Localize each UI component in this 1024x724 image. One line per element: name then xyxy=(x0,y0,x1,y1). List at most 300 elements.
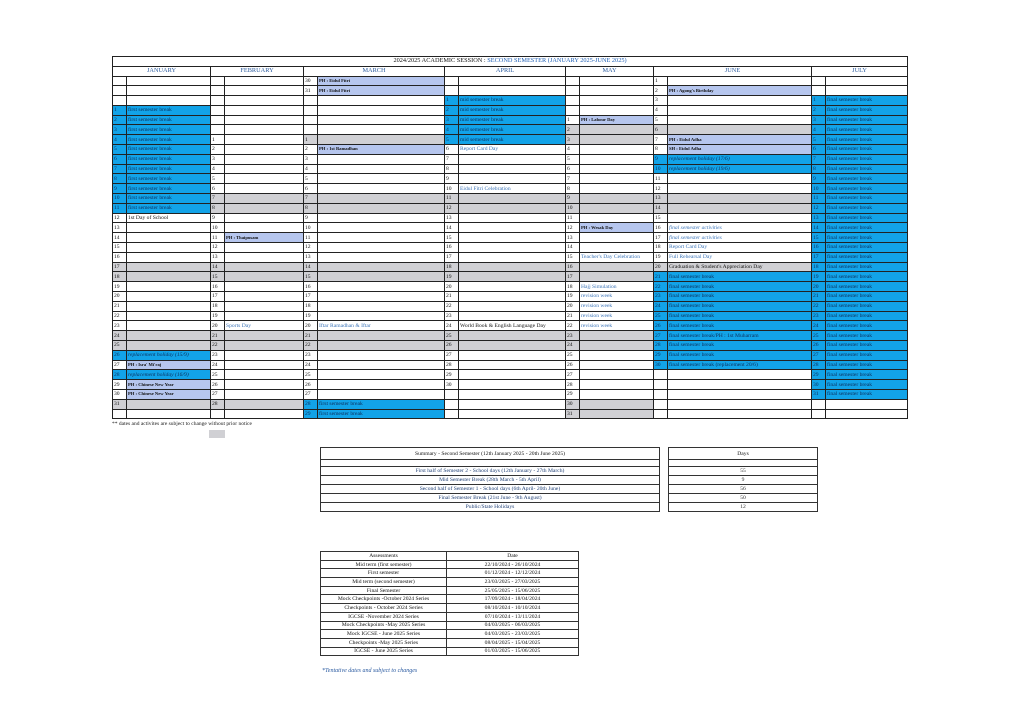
july-day-number: 15 xyxy=(812,233,826,243)
calendar-row xyxy=(113,272,908,282)
june-day-number: 23 xyxy=(654,292,668,302)
january-day-number: 12 xyxy=(113,213,127,223)
april-day-event xyxy=(459,301,566,311)
calendar-row xyxy=(113,174,908,184)
february-day-number: 18 xyxy=(211,301,225,311)
february-day-number: 1 xyxy=(211,135,225,145)
february-day-number: 24 xyxy=(211,360,225,370)
april-day-event xyxy=(459,311,566,321)
april-day-event xyxy=(459,331,566,341)
april-day-number: 27 xyxy=(445,350,459,360)
may-day-number: 19 xyxy=(566,292,580,302)
assessment-name: Final Semester xyxy=(321,586,447,595)
april-day-number: 30 xyxy=(445,380,459,390)
july-day-number xyxy=(812,76,826,86)
march-day-number: 10 xyxy=(304,223,318,233)
may-day-number: 5 xyxy=(566,154,580,164)
march-day-event xyxy=(318,272,445,282)
assessment-name: Mid term (second semester) xyxy=(321,578,447,587)
june-day-number: 14 xyxy=(654,203,668,213)
semester-summary-table xyxy=(320,447,660,512)
february-day-number: 16 xyxy=(211,282,225,292)
may-day-event xyxy=(580,233,654,243)
january-day-event xyxy=(127,311,211,321)
may-day-number: 21 xyxy=(566,311,580,321)
february-day-event xyxy=(225,154,304,164)
calendar-row xyxy=(113,370,908,380)
march-day-number: 29 xyxy=(304,409,318,419)
february-day-number: 21 xyxy=(211,331,225,341)
january-day-event: first semester break xyxy=(127,125,211,135)
july-day-number: 7 xyxy=(812,154,826,164)
march-day-number: 23 xyxy=(304,350,318,360)
april-day-number xyxy=(445,86,459,96)
january-day-number: 5 xyxy=(113,145,127,155)
july-day-number: 30 xyxy=(812,380,826,390)
march-day-number: 24 xyxy=(304,360,318,370)
january-day-event: first semester break xyxy=(127,164,211,174)
may-day-number: 16 xyxy=(566,262,580,272)
june-day-event xyxy=(668,184,812,194)
assessment-date-range: 23/03/2025 - 27/03/2025 xyxy=(447,578,579,587)
april-day-event: mid semester break xyxy=(459,135,566,145)
february-day-number xyxy=(211,96,225,106)
april-day-number xyxy=(445,76,459,86)
february-day-event xyxy=(225,350,304,360)
january-day-number: 11 xyxy=(113,203,127,213)
april-day-event xyxy=(459,194,566,204)
january-day-event: first semester break xyxy=(127,184,211,194)
may-day-event xyxy=(580,184,654,194)
month-header-june: JUNE xyxy=(654,67,812,77)
june-day-number: 28 xyxy=(654,341,668,351)
february-day-number: 14 xyxy=(211,262,225,272)
february-day-number: 15 xyxy=(211,272,225,282)
may-day-number: 18 xyxy=(566,282,580,292)
june-day-number: 8 xyxy=(654,145,668,155)
calendar-row xyxy=(113,311,908,321)
may-day-number xyxy=(566,76,580,86)
january-day-event: first semester break xyxy=(127,203,211,213)
july-day-event: final semester break xyxy=(826,125,908,135)
march-day-event: Iftar Ramadhan & Iftar xyxy=(318,321,445,331)
march-day-event: PH : Eidul Fitri xyxy=(318,86,445,96)
may-day-number: 12 xyxy=(566,223,580,233)
summary-days-value: 12 xyxy=(669,503,818,512)
may-day-event xyxy=(580,213,654,223)
june-day-number xyxy=(654,409,668,419)
january-day-event xyxy=(127,282,211,292)
march-day-event xyxy=(318,311,445,321)
july-day-event: final semester break xyxy=(826,321,908,331)
june-day-number: 15 xyxy=(654,213,668,223)
may-day-number xyxy=(566,86,580,96)
may-day-event: Hajj Simulation xyxy=(580,282,654,292)
march-day-number: 17 xyxy=(304,292,318,302)
january-day-event xyxy=(127,301,211,311)
february-day-event xyxy=(225,243,304,253)
march-day-event: first semester break xyxy=(318,409,445,419)
calendar-title xyxy=(113,57,908,67)
march-day-event xyxy=(318,184,445,194)
july-day-event: final semester break xyxy=(826,272,908,282)
april-day-number: 8 xyxy=(445,164,459,174)
summary-row xyxy=(321,503,660,512)
april-day-event xyxy=(459,174,566,184)
weekend-legend-swatch xyxy=(209,430,225,438)
may-day-event xyxy=(580,341,654,351)
assessment-row xyxy=(321,604,579,613)
january-day-event xyxy=(127,223,211,233)
february-day-event xyxy=(225,174,304,184)
april-day-event xyxy=(459,390,566,400)
june-day-event xyxy=(668,125,812,135)
march-day-number: 27 xyxy=(304,390,318,400)
june-day-event: Report Card Day xyxy=(668,243,812,253)
april-day-event: mid semester break xyxy=(459,96,566,106)
assessment-row xyxy=(321,595,579,604)
march-day-event: PH : 1st Ramadhan xyxy=(318,145,445,155)
february-day-number: 9 xyxy=(211,213,225,223)
january-day-event: first semester break xyxy=(127,105,211,115)
january-day-number xyxy=(113,96,127,106)
june-day-event: PH : Agong's Birthday xyxy=(668,86,812,96)
april-day-number: 3 xyxy=(445,115,459,125)
calendar-row xyxy=(113,399,908,409)
may-day-event xyxy=(580,174,654,184)
january-day-event xyxy=(127,243,211,253)
april-day-number: 21 xyxy=(445,292,459,302)
calendar-row xyxy=(113,135,908,145)
january-day-event: first semester break xyxy=(127,154,211,164)
january-day-number: 23 xyxy=(113,321,127,331)
may-day-event xyxy=(580,125,654,135)
semester-summary-days-table xyxy=(668,447,818,512)
march-day-event xyxy=(318,341,445,351)
calendar-row xyxy=(113,115,908,125)
january-day-number: 8 xyxy=(113,174,127,184)
april-day-number: 11 xyxy=(445,194,459,204)
june-day-event: replacement holiday (17/6) xyxy=(668,154,812,164)
may-day-event xyxy=(580,154,654,164)
march-day-number: 11 xyxy=(304,233,318,243)
july-day-event: final semester break xyxy=(826,194,908,204)
may-day-event xyxy=(580,380,654,390)
april-day-number: 9 xyxy=(445,174,459,184)
july-day-number: 23 xyxy=(812,311,826,321)
april-day-event xyxy=(459,282,566,292)
april-day-event xyxy=(459,262,566,272)
january-day-event xyxy=(127,272,211,282)
may-day-event xyxy=(580,360,654,370)
january-day-number: 6 xyxy=(113,154,127,164)
january-day-number: 18 xyxy=(113,272,127,282)
february-day-event xyxy=(225,282,304,292)
may-day-event xyxy=(580,164,654,174)
july-day-event: final semester break xyxy=(826,105,908,115)
june-day-number xyxy=(654,390,668,400)
april-day-event xyxy=(459,292,566,302)
july-day-event: final semester break xyxy=(826,292,908,302)
calendar-row xyxy=(113,350,908,360)
march-day-event xyxy=(318,243,445,253)
may-day-event xyxy=(580,105,654,115)
assessment-row xyxy=(321,569,579,578)
june-day-event xyxy=(668,174,812,184)
academic-calendar xyxy=(112,56,908,419)
calendar-row xyxy=(113,125,908,135)
summary-period-label: Final Semester Break (21st June - 9th August) xyxy=(321,494,660,503)
march-day-event xyxy=(318,282,445,292)
march-day-event xyxy=(318,370,445,380)
march-day-number: 1 xyxy=(304,135,318,145)
july-day-event: final semester break xyxy=(826,96,908,106)
february-day-number xyxy=(211,105,225,115)
march-day-event xyxy=(318,96,445,106)
assessment-date-range: 17/09/2024 - 18/04/2024 xyxy=(447,595,579,604)
july-day-number: 17 xyxy=(812,252,826,262)
assessment-name: Mock IGCSE - June 2025 Series xyxy=(321,630,447,639)
calendar-row xyxy=(113,390,908,400)
february-day-event xyxy=(225,115,304,125)
april-day-number: 6 xyxy=(445,145,459,155)
march-day-number: 15 xyxy=(304,272,318,282)
july-day-number: 24 xyxy=(812,321,826,331)
june-day-number: 22 xyxy=(654,282,668,292)
may-day-number: 28 xyxy=(566,380,580,390)
july-day-number: 29 xyxy=(812,370,826,380)
february-day-number xyxy=(211,409,225,419)
may-day-number: 4 xyxy=(566,145,580,155)
april-day-event: mid semester break xyxy=(459,105,566,115)
february-day-event xyxy=(225,380,304,390)
may-day-number: 27 xyxy=(566,370,580,380)
january-day-number xyxy=(113,409,127,419)
june-day-number: 26 xyxy=(654,321,668,331)
may-day-event xyxy=(580,203,654,213)
february-day-event xyxy=(225,203,304,213)
february-day-event xyxy=(225,292,304,302)
may-day-number: 15 xyxy=(566,252,580,262)
march-day-number: 5 xyxy=(304,174,318,184)
assessment-name: Checkpoints - October 2024 Series xyxy=(321,604,447,613)
may-day-number: 29 xyxy=(566,390,580,400)
may-day-event xyxy=(580,370,654,380)
summary-days-value: 50 xyxy=(669,494,818,503)
july-day-number xyxy=(812,409,826,419)
july-day-event: final semester break xyxy=(826,233,908,243)
june-day-event: final semester break xyxy=(668,341,812,351)
april-day-event xyxy=(459,252,566,262)
march-day-event xyxy=(318,164,445,174)
june-day-event: final semester break xyxy=(668,321,812,331)
january-day-number: 27 xyxy=(113,360,127,370)
calendar-row xyxy=(113,282,908,292)
january-day-number: 20 xyxy=(113,292,127,302)
may-day-number xyxy=(566,105,580,115)
march-day-event xyxy=(318,252,445,262)
july-day-event: final semester break xyxy=(826,311,908,321)
april-day-number: 15 xyxy=(445,233,459,243)
july-day-event: final semester break xyxy=(826,390,908,400)
assessment-row xyxy=(321,638,579,647)
january-day-number: 7 xyxy=(113,164,127,174)
march-day-event xyxy=(318,223,445,233)
march-day-number xyxy=(304,125,318,135)
june-day-number: 27 xyxy=(654,331,668,341)
january-day-number xyxy=(113,86,127,96)
june-day-number: 17 xyxy=(654,233,668,243)
january-day-number: 9 xyxy=(113,184,127,194)
february-day-number: 4 xyxy=(211,164,225,174)
february-day-number: 22 xyxy=(211,341,225,351)
june-day-number: 12 xyxy=(654,184,668,194)
month-header-january: JANUARY xyxy=(113,67,211,77)
january-day-number: 31 xyxy=(113,399,127,409)
july-day-event: final semester break xyxy=(826,282,908,292)
month-header-july: JULY xyxy=(812,67,908,77)
february-day-event xyxy=(225,135,304,145)
march-day-number: 18 xyxy=(304,301,318,311)
july-day-number: 5 xyxy=(812,135,826,145)
summary-period-label: First half of Semester 2 - School days (12th January - 27th March) xyxy=(321,467,660,476)
january-day-number: 10 xyxy=(113,194,127,204)
july-day-event: final semester break xyxy=(826,350,908,360)
march-day-number: 21 xyxy=(304,331,318,341)
assessment-date-range: 04/03/2025 - 06/03/2025 xyxy=(447,621,579,630)
july-day-number: 1 xyxy=(812,96,826,106)
february-day-event xyxy=(225,184,304,194)
april-day-number: 7 xyxy=(445,154,459,164)
february-day-event xyxy=(225,272,304,282)
march-day-event xyxy=(318,105,445,115)
assessment-row xyxy=(321,560,579,569)
march-day-number: 2 xyxy=(304,145,318,155)
april-day-number: 4 xyxy=(445,125,459,135)
march-day-event xyxy=(318,262,445,272)
february-day-number: 17 xyxy=(211,292,225,302)
assessment-date-range: 01/12/2024 - 12/12/2024 xyxy=(447,569,579,578)
summary-days-header-row xyxy=(669,448,818,460)
may-day-event xyxy=(580,390,654,400)
calendar-row xyxy=(113,360,908,370)
june-day-event: final semester break (replacement 20/6) xyxy=(668,360,812,370)
june-day-number xyxy=(654,370,668,380)
february-day-number xyxy=(211,125,225,135)
july-day-number: 11 xyxy=(812,194,826,204)
april-day-number: 14 xyxy=(445,223,459,233)
summary-period-label: Public/State Holidays xyxy=(321,503,660,512)
summary-days-row xyxy=(669,485,818,494)
assessment-name: IGCSE - June 2025 Series xyxy=(321,647,447,656)
calendar-row xyxy=(113,184,908,194)
june-day-number: 29 xyxy=(654,350,668,360)
june-day-event xyxy=(668,96,812,106)
calendar-title-prefix: 2024/2025 ACADEMIC SESSION : xyxy=(393,57,488,65)
march-day-number xyxy=(304,105,318,115)
march-day-event xyxy=(318,390,445,400)
january-day-event: first semester break xyxy=(127,135,211,145)
april-day-number: 29 xyxy=(445,370,459,380)
july-day-event: final semester break xyxy=(826,154,908,164)
february-day-number: 19 xyxy=(211,311,225,321)
july-day-number: 31 xyxy=(812,390,826,400)
april-day-number: 28 xyxy=(445,360,459,370)
january-day-event xyxy=(127,76,211,86)
summary-row xyxy=(321,485,660,494)
march-day-number: 13 xyxy=(304,252,318,262)
april-day-number: 22 xyxy=(445,301,459,311)
calendar-month-row xyxy=(113,67,908,77)
calendar-row xyxy=(113,223,908,233)
may-day-number: 24 xyxy=(566,341,580,351)
april-day-number: 2 xyxy=(445,105,459,115)
january-day-number: 30 xyxy=(113,390,127,400)
february-day-number: 3 xyxy=(211,154,225,164)
january-day-number: 19 xyxy=(113,282,127,292)
january-day-number: 16 xyxy=(113,252,127,262)
march-day-event xyxy=(318,203,445,213)
calendar-row xyxy=(113,262,908,272)
july-day-event: final semester break xyxy=(826,223,908,233)
january-day-event: replacement holiday (15/9) xyxy=(127,350,211,360)
may-day-event xyxy=(580,272,654,282)
july-day-number: 14 xyxy=(812,223,826,233)
may-day-event xyxy=(580,76,654,86)
april-day-number xyxy=(445,390,459,400)
april-day-event: mid semester break xyxy=(459,115,566,125)
july-day-number: 28 xyxy=(812,360,826,370)
february-day-event xyxy=(225,341,304,351)
february-day-number xyxy=(211,76,225,86)
july-day-number: 16 xyxy=(812,243,826,253)
march-day-event xyxy=(318,174,445,184)
calendar-row xyxy=(113,321,908,331)
may-day-number: 14 xyxy=(566,243,580,253)
summary-days-row xyxy=(669,503,818,512)
april-day-number: 1 xyxy=(445,96,459,106)
june-day-number: 18 xyxy=(654,243,668,253)
july-day-number: 2 xyxy=(812,105,826,115)
assessments-col-header: Assessments xyxy=(321,552,447,561)
march-day-event xyxy=(318,301,445,311)
april-day-event: mid semester break xyxy=(459,125,566,135)
june-day-event xyxy=(668,213,812,223)
july-day-event xyxy=(826,86,908,96)
summary-days-header: Days xyxy=(669,448,818,460)
february-day-number: 7 xyxy=(211,194,225,204)
june-day-number: 2 xyxy=(654,86,668,96)
march-day-number: 16 xyxy=(304,282,318,292)
february-day-number: 2 xyxy=(211,145,225,155)
calendar-row xyxy=(113,86,908,96)
june-day-event: Graduation & Student's Appreciation Day xyxy=(668,262,812,272)
february-day-event xyxy=(225,409,304,419)
calendar-row xyxy=(113,76,908,86)
assessment-row xyxy=(321,578,579,587)
may-day-event xyxy=(580,262,654,272)
april-day-event xyxy=(459,370,566,380)
may-day-number: 1 xyxy=(566,115,580,125)
june-day-event xyxy=(668,390,812,400)
july-day-number: 12 xyxy=(812,203,826,213)
april-day-event xyxy=(459,213,566,223)
june-day-number: 10 xyxy=(654,164,668,174)
assessment-name: Mock Checkpoints -May 2025 Series xyxy=(321,621,447,630)
may-day-number: 17 xyxy=(566,272,580,282)
june-day-number: 7 xyxy=(654,135,668,145)
may-day-event xyxy=(580,350,654,360)
